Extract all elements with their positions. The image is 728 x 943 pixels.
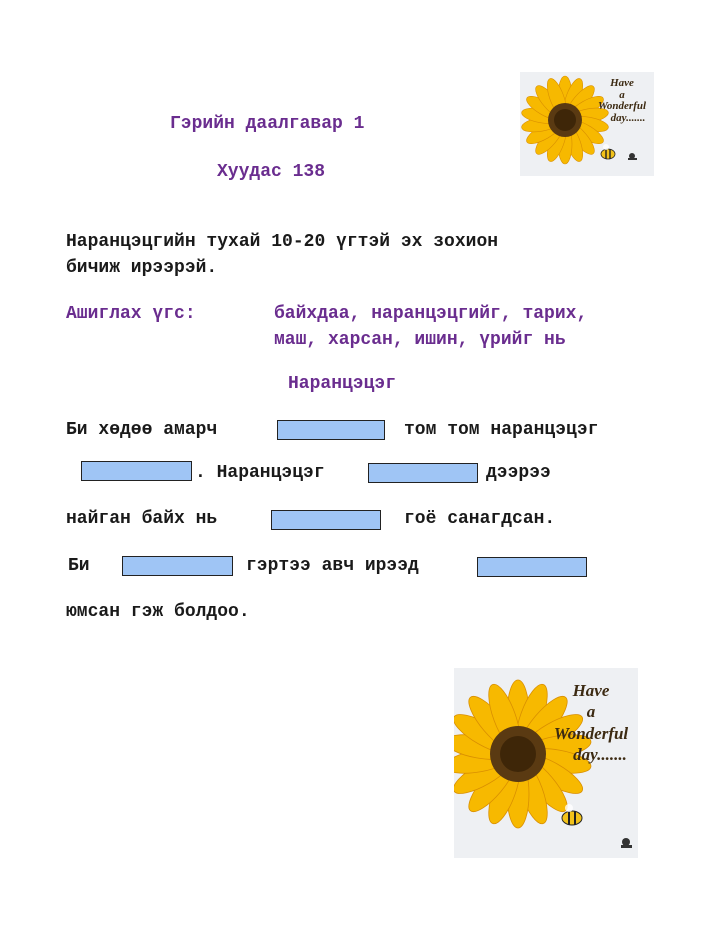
word-bank-label: Ашиглах үгс:: [66, 304, 196, 324]
story-line-3-start: найган байх нь: [66, 509, 218, 529]
story-line-2-mid: . Наранцэцэг: [195, 463, 325, 483]
page-number: Хуудас 138: [217, 162, 326, 182]
word-bank-line-1: байхдаа, наранцэцгийг, тарих,: [274, 304, 588, 324]
story-line-4-start: Би: [68, 556, 90, 576]
story-line-5: юмсан гэж болдоо.: [66, 602, 250, 622]
snail-icon-large: [621, 838, 632, 848]
card-top-line-2: a: [619, 88, 625, 101]
card-top-line-4: day.......: [610, 111, 646, 124]
card-bottom-line-4: day.......: [573, 744, 627, 764]
blank-1[interactable]: [277, 420, 385, 440]
sunflower-card-bottom: [454, 668, 638, 858]
story-line-4-mid: гэртээ авч ирээд: [246, 556, 419, 576]
instruction-line-1: Наранцэцгийн тухай 10-20 үгтэй эх зохион: [66, 232, 499, 252]
bee-icon: [601, 144, 615, 159]
card-top-line-3: Wonderful: [597, 100, 647, 113]
card-bottom-line-3: Wonderful: [553, 723, 629, 743]
story-line-1-end: том том наранцэцэг: [404, 420, 599, 440]
blank-3[interactable]: [368, 463, 478, 483]
story-line-1-start: Би хөдөө амарч: [66, 420, 218, 440]
blank-5[interactable]: [122, 556, 233, 576]
card-bottom-line-1: Have: [572, 681, 610, 700]
homework-title: Гэрийн даалгавар 1: [170, 114, 365, 134]
blank-4[interactable]: [271, 510, 381, 530]
blank-2[interactable]: [81, 461, 192, 481]
story-line-3-end: гоё санагдсан.: [404, 509, 556, 529]
story-title: Наранцэцэг: [288, 374, 397, 394]
instruction-line-2: бичиж ирээрэй.: [66, 258, 218, 278]
word-bank-line-2: маш, харсан, ишин, үрийг нь: [274, 330, 566, 350]
card-bottom-line-2: a: [586, 702, 596, 722]
snail-icon: [628, 153, 637, 160]
blank-6[interactable]: [477, 557, 587, 577]
story-line-2-end: дээрээ: [486, 463, 551, 483]
sunflower-card-top: [520, 72, 654, 176]
card-top-line-1: Have: [610, 77, 634, 89]
